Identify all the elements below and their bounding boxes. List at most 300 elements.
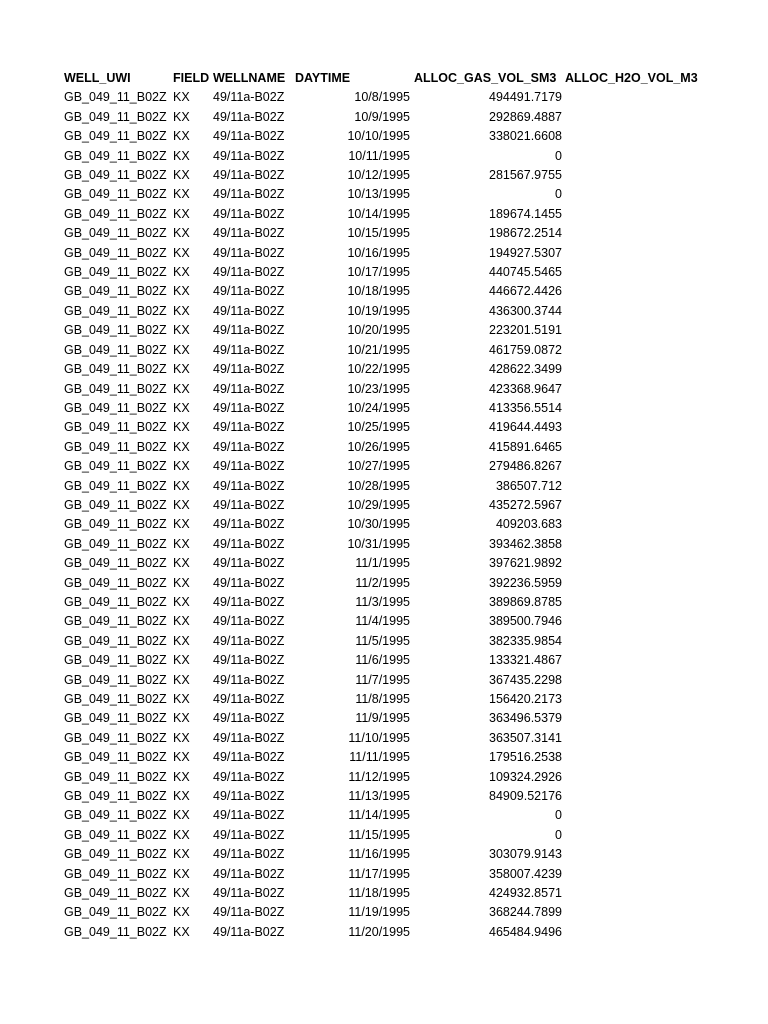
cell-well-uwi: GB_049_11_B02Z xyxy=(64,750,167,765)
cell-daytime: 11/6/1995 xyxy=(355,653,410,668)
cell-daytime: 10/24/1995 xyxy=(347,400,410,415)
cell-daytime: 10/29/1995 xyxy=(347,497,410,512)
cell-well-uwi: GB_049_11_B02Z xyxy=(64,400,167,415)
cell-daytime: 10/30/1995 xyxy=(347,517,410,532)
table-row xyxy=(64,884,705,903)
cell-field: KX xyxy=(173,672,190,687)
cell-alloc-h2o-vol xyxy=(562,923,705,942)
cell-alloc-gas-vol: 292869.4887 xyxy=(489,109,562,124)
cell-field: KX xyxy=(173,323,190,338)
cell-alloc-gas-vol: 368244.7899 xyxy=(489,905,562,920)
cell-alloc-h2o-vol xyxy=(562,360,705,379)
cell-well-uwi: GB_049_11_B02Z xyxy=(64,362,167,377)
cell-wellname: 49/11a-B02Z xyxy=(213,342,285,357)
table-row xyxy=(64,457,705,476)
cell-daytime: 11/17/1995 xyxy=(348,866,410,881)
cell-well-uwi: GB_049_11_B02Z xyxy=(64,556,167,571)
cell-wellname: 49/11a-B02Z xyxy=(213,808,285,823)
table-row xyxy=(64,321,705,340)
cell-well-uwi: GB_049_11_B02Z xyxy=(64,517,167,532)
cell-daytime: 11/5/1995 xyxy=(355,633,410,648)
cell-field: KX xyxy=(173,905,190,920)
table-row xyxy=(64,360,705,379)
table-row xyxy=(64,418,705,437)
cell-alloc-gas-vol: 392236.5959 xyxy=(489,575,562,590)
table-row xyxy=(64,768,705,787)
cell-alloc-h2o-vol xyxy=(562,748,705,767)
cell-alloc-h2o-vol xyxy=(562,147,705,166)
cell-well-uwi: GB_049_11_B02Z xyxy=(64,478,167,493)
cell-field: KX xyxy=(173,750,190,765)
table-row xyxy=(64,282,705,301)
cell-well-uwi: GB_049_11_B02Z xyxy=(64,265,167,280)
header-row xyxy=(64,69,705,88)
cell-alloc-gas-vol: 397621.9892 xyxy=(489,556,562,571)
cell-field: KX xyxy=(173,866,190,881)
cell-alloc-gas-vol: 389500.7946 xyxy=(489,614,562,629)
cell-daytime: 10/22/1995 xyxy=(347,362,410,377)
cell-alloc-gas-vol: 440745.5465 xyxy=(489,265,562,280)
cell-alloc-gas-vol: 494491.7179 xyxy=(489,90,562,105)
cell-alloc-gas-vol: 358007.4239 xyxy=(489,866,562,881)
cell-field: KX xyxy=(173,342,190,357)
cell-field: KX xyxy=(173,420,190,435)
table-row xyxy=(64,166,705,185)
cell-wellname: 49/11a-B02Z xyxy=(213,362,285,377)
cell-daytime: 10/17/1995 xyxy=(347,265,410,280)
cell-wellname: 49/11a-B02Z xyxy=(213,109,285,124)
cell-alloc-h2o-vol xyxy=(562,263,705,282)
table-row xyxy=(64,224,705,243)
cell-daytime: 11/16/1995 xyxy=(348,847,410,862)
cell-wellname: 49/11a-B02Z xyxy=(213,381,285,396)
table-row xyxy=(64,593,705,612)
cell-daytime: 11/2/1995 xyxy=(355,575,410,590)
cell-field: KX xyxy=(173,284,190,299)
cell-alloc-gas-vol: 363507.3141 xyxy=(489,730,562,745)
cell-field: KX xyxy=(173,789,190,804)
table-row xyxy=(64,903,705,922)
cell-field: KX xyxy=(173,362,190,377)
cell-wellname: 49/11a-B02Z xyxy=(213,653,285,668)
cell-field: KX xyxy=(173,730,190,745)
cell-well-uwi: GB_049_11_B02Z xyxy=(64,284,167,299)
cell-alloc-gas-vol: 393462.3858 xyxy=(489,536,562,551)
table-row xyxy=(64,515,705,534)
table-body xyxy=(64,88,705,942)
cell-well-uwi: GB_049_11_B02Z xyxy=(64,342,167,357)
cell-field: KX xyxy=(173,303,190,318)
cell-daytime: 11/12/1995 xyxy=(348,769,410,784)
cell-daytime: 10/28/1995 xyxy=(347,478,410,493)
spreadsheet xyxy=(64,69,705,942)
cell-alloc-gas-vol: 419644.4493 xyxy=(489,420,562,435)
cell-well-uwi: GB_049_11_B02Z xyxy=(64,614,167,629)
table-row xyxy=(64,302,705,321)
cell-well-uwi: GB_049_11_B02Z xyxy=(64,381,167,396)
cell-alloc-gas-vol: 279486.8267 xyxy=(489,459,562,474)
cell-daytime: 11/13/1995 xyxy=(348,789,410,804)
column-header-well-uwi: WELL_UWI xyxy=(64,71,131,85)
cell-alloc-h2o-vol xyxy=(562,651,705,670)
cell-alloc-gas-vol: 367435.2298 xyxy=(489,672,562,687)
cell-field: KX xyxy=(173,148,190,163)
column-header-alloc-gas-vol-sm3: ALLOC_GAS_VOL_SM3 xyxy=(414,71,557,85)
cell-alloc-h2o-vol xyxy=(562,632,705,651)
cell-wellname: 49/11a-B02Z xyxy=(213,129,285,144)
cell-well-uwi: GB_049_11_B02Z xyxy=(64,924,167,939)
table-row xyxy=(64,729,705,748)
cell-alloc-gas-vol: 303079.9143 xyxy=(489,847,562,862)
column-header-field: FIELD xyxy=(173,71,210,85)
cell-alloc-gas-vol: 409203.683 xyxy=(495,517,562,532)
table-row xyxy=(64,748,705,767)
cell-alloc-h2o-vol xyxy=(562,574,705,593)
cell-well-uwi: GB_049_11_B02Z xyxy=(64,536,167,551)
cell-field: KX xyxy=(173,924,190,939)
cell-alloc-h2o-vol xyxy=(562,438,705,457)
cell-wellname: 49/11a-B02Z xyxy=(213,594,285,609)
cell-well-uwi: GB_049_11_B02Z xyxy=(64,226,167,241)
cell-alloc-gas-vol: 428622.3499 xyxy=(489,362,562,377)
cell-wellname: 49/11a-B02Z xyxy=(213,866,285,881)
table-row xyxy=(64,535,705,554)
table-row xyxy=(64,826,705,845)
cell-alloc-h2o-vol xyxy=(562,729,705,748)
cell-alloc-h2o-vol xyxy=(562,806,705,825)
cell-well-uwi: GB_049_11_B02Z xyxy=(64,168,167,183)
cell-daytime: 10/19/1995 xyxy=(347,303,410,318)
cell-alloc-h2o-vol xyxy=(562,554,705,573)
cell-well-uwi: GB_049_11_B02Z xyxy=(64,730,167,745)
cell-well-uwi: GB_049_11_B02Z xyxy=(64,148,167,163)
cell-daytime: 10/13/1995 xyxy=(347,187,410,202)
cell-well-uwi: GB_049_11_B02Z xyxy=(64,303,167,318)
table-row xyxy=(64,806,705,825)
cell-field: KX xyxy=(173,808,190,823)
cell-daytime: 10/16/1995 xyxy=(347,245,410,260)
table-row xyxy=(64,923,705,942)
table-row xyxy=(64,574,705,593)
cell-alloc-gas-vol: 415891.6465 xyxy=(489,439,562,454)
cell-well-uwi: GB_049_11_B02Z xyxy=(64,633,167,648)
cell-alloc-h2o-vol xyxy=(562,903,705,922)
cell-alloc-gas-vol: 338021.6608 xyxy=(489,129,562,144)
table-row xyxy=(64,127,705,146)
cell-alloc-h2o-vol xyxy=(562,127,705,146)
cell-alloc-h2o-vol xyxy=(562,768,705,787)
cell-field: KX xyxy=(173,265,190,280)
cell-field: KX xyxy=(173,847,190,862)
cell-field: KX xyxy=(173,187,190,202)
cell-well-uwi: GB_049_11_B02Z xyxy=(64,594,167,609)
cell-wellname: 49/11a-B02Z xyxy=(213,265,285,280)
cell-field: KX xyxy=(173,769,190,784)
cell-field: KX xyxy=(173,109,190,124)
table-row xyxy=(64,787,705,806)
cell-daytime: 10/8/1995 xyxy=(354,90,410,105)
cell-field: KX xyxy=(173,614,190,629)
table-row xyxy=(64,865,705,884)
table-row xyxy=(64,671,705,690)
cell-alloc-h2o-vol xyxy=(562,185,705,204)
cell-well-uwi: GB_049_11_B02Z xyxy=(64,459,167,474)
cell-wellname: 49/11a-B02Z xyxy=(213,827,285,842)
cell-wellname: 49/11a-B02Z xyxy=(213,284,285,299)
table-row xyxy=(64,263,705,282)
cell-field: KX xyxy=(173,594,190,609)
cell-alloc-h2o-vol xyxy=(562,535,705,554)
column-header-wellname: WELLNAME xyxy=(213,71,286,85)
table-row xyxy=(64,88,705,107)
cell-alloc-h2o-vol xyxy=(562,205,705,224)
cell-alloc-gas-vol: 424932.8571 xyxy=(489,886,562,901)
cell-daytime: 11/3/1995 xyxy=(355,594,410,609)
cell-alloc-h2o-vol xyxy=(562,457,705,476)
cell-daytime: 11/11/1995 xyxy=(349,750,410,765)
cell-alloc-h2o-vol xyxy=(562,826,705,845)
cell-daytime: 10/10/1995 xyxy=(347,129,410,144)
table-row xyxy=(64,690,705,709)
data-table xyxy=(64,69,705,942)
cell-alloc-h2o-vol xyxy=(562,865,705,884)
cell-well-uwi: GB_049_11_B02Z xyxy=(64,439,167,454)
table-row xyxy=(64,341,705,360)
cell-wellname: 49/11a-B02Z xyxy=(213,400,285,415)
cell-well-uwi: GB_049_11_B02Z xyxy=(64,497,167,512)
table-row xyxy=(64,438,705,457)
cell-well-uwi: GB_049_11_B02Z xyxy=(64,827,167,842)
cell-wellname: 49/11a-B02Z xyxy=(213,497,285,512)
cell-alloc-gas-vol: 446672.4426 xyxy=(489,284,562,299)
cell-alloc-h2o-vol xyxy=(562,282,705,301)
cell-alloc-gas-vol: 156420.2173 xyxy=(489,692,562,706)
cell-alloc-h2o-vol xyxy=(562,166,705,185)
cell-field: KX xyxy=(173,711,190,726)
table-row xyxy=(64,496,705,515)
cell-wellname: 49/11a-B02Z xyxy=(213,323,285,338)
cell-alloc-gas-vol: 84909.52176 xyxy=(489,789,562,804)
cell-alloc-gas-vol: 0 xyxy=(555,187,562,202)
cell-alloc-gas-vol: 465484.9496 xyxy=(489,924,562,939)
table-row xyxy=(64,477,705,496)
cell-well-uwi: GB_049_11_B02Z xyxy=(64,886,167,901)
cell-well-uwi: GB_049_11_B02Z xyxy=(64,129,167,144)
cell-well-uwi: GB_049_11_B02Z xyxy=(64,90,167,105)
cell-well-uwi: GB_049_11_B02Z xyxy=(64,575,167,590)
cell-field: KX xyxy=(173,478,190,493)
cell-daytime: 11/1/1995 xyxy=(355,556,410,571)
cell-alloc-gas-vol: 198672.2514 xyxy=(489,226,562,241)
cell-daytime: 11/20/1995 xyxy=(348,924,410,939)
table-row xyxy=(64,632,705,651)
table-row xyxy=(64,108,705,127)
cell-alloc-gas-vol: 133321.4867 xyxy=(489,653,562,668)
cell-alloc-h2o-vol xyxy=(562,593,705,612)
cell-wellname: 49/11a-B02Z xyxy=(213,847,285,862)
cell-wellname: 49/11a-B02Z xyxy=(213,168,285,183)
cell-field: KX xyxy=(173,536,190,551)
cell-field: KX xyxy=(173,439,190,454)
cell-alloc-h2o-vol xyxy=(562,341,705,360)
cell-alloc-h2o-vol xyxy=(562,515,705,534)
cell-field: KX xyxy=(173,556,190,571)
cell-field: KX xyxy=(173,827,190,842)
cell-alloc-h2o-vol xyxy=(562,88,705,107)
cell-wellname: 49/11a-B02Z xyxy=(213,90,285,105)
cell-daytime: 10/12/1995 xyxy=(347,168,410,183)
cell-well-uwi: GB_049_11_B02Z xyxy=(64,866,167,881)
cell-wellname: 49/11a-B02Z xyxy=(213,226,285,241)
cell-well-uwi: GB_049_11_B02Z xyxy=(64,323,167,338)
cell-alloc-h2o-vol xyxy=(562,496,705,515)
cell-field: KX xyxy=(173,653,190,668)
cell-alloc-gas-vol: 423368.9647 xyxy=(489,381,562,396)
cell-daytime: 11/10/1995 xyxy=(348,730,410,745)
cell-well-uwi: GB_049_11_B02Z xyxy=(64,847,167,862)
cell-alloc-gas-vol: 189674.1455 xyxy=(489,206,562,221)
cell-alloc-h2o-vol xyxy=(562,709,705,728)
cell-daytime: 11/18/1995 xyxy=(348,886,410,901)
cell-alloc-h2o-vol xyxy=(562,399,705,418)
cell-daytime: 10/26/1995 xyxy=(347,439,410,454)
cell-field: KX xyxy=(173,692,190,706)
cell-field: KX xyxy=(173,168,190,183)
cell-wellname: 49/11a-B02Z xyxy=(213,303,285,318)
cell-well-uwi: GB_049_11_B02Z xyxy=(64,672,167,687)
cell-wellname: 49/11a-B02Z xyxy=(213,711,285,726)
cell-field: KX xyxy=(173,226,190,241)
cell-alloc-gas-vol: 179516.2538 xyxy=(489,750,562,765)
cell-alloc-h2o-vol xyxy=(562,787,705,806)
cell-alloc-h2o-vol xyxy=(562,884,705,903)
cell-alloc-h2o-vol xyxy=(562,108,705,127)
cell-wellname: 49/11a-B02Z xyxy=(213,575,285,590)
cell-field: KX xyxy=(173,575,190,590)
cell-alloc-h2o-vol xyxy=(562,244,705,263)
cell-field: KX xyxy=(173,400,190,415)
cell-daytime: 10/9/1995 xyxy=(354,109,410,124)
cell-alloc-gas-vol: 382335.9854 xyxy=(489,633,562,648)
cell-alloc-h2o-vol xyxy=(562,302,705,321)
cell-wellname: 49/11a-B02Z xyxy=(213,730,285,745)
cell-daytime: 10/25/1995 xyxy=(347,420,410,435)
table-row xyxy=(64,612,705,631)
cell-daytime: 11/19/1995 xyxy=(348,905,410,920)
cell-alloc-gas-vol: 436300.3744 xyxy=(489,303,562,318)
cell-wellname: 49/11a-B02Z xyxy=(213,536,285,551)
cell-daytime: 10/23/1995 xyxy=(347,381,410,396)
cell-well-uwi: GB_049_11_B02Z xyxy=(64,653,167,668)
cell-well-uwi: GB_049_11_B02Z xyxy=(64,808,167,823)
cell-alloc-h2o-vol xyxy=(562,418,705,437)
cell-daytime: 11/14/1995 xyxy=(348,808,410,823)
table-row xyxy=(64,399,705,418)
cell-alloc-gas-vol: 389869.8785 xyxy=(489,594,562,609)
cell-daytime: 10/20/1995 xyxy=(347,323,410,338)
cell-daytime: 10/21/1995 xyxy=(347,342,410,357)
cell-alloc-h2o-vol xyxy=(562,612,705,631)
cell-field: KX xyxy=(173,245,190,260)
cell-alloc-gas-vol: 194927.5307 xyxy=(489,245,562,260)
cell-alloc-h2o-vol xyxy=(562,690,705,709)
cell-alloc-gas-vol: 223201.5191 xyxy=(489,323,562,338)
cell-wellname: 49/11a-B02Z xyxy=(213,517,285,532)
cell-wellname: 49/11a-B02Z xyxy=(213,789,285,804)
cell-daytime: 10/11/1995 xyxy=(348,148,410,163)
cell-field: KX xyxy=(173,886,190,901)
cell-field: KX xyxy=(173,381,190,396)
cell-alloc-h2o-vol xyxy=(562,380,705,399)
cell-well-uwi: GB_049_11_B02Z xyxy=(64,711,167,726)
column-header-alloc-h2o-vol-m3: ALLOC_H2O_VOL_M3 xyxy=(565,71,698,85)
cell-field: KX xyxy=(173,459,190,474)
cell-field: KX xyxy=(173,206,190,221)
cell-alloc-gas-vol: 386507.712 xyxy=(495,478,562,493)
cell-daytime: 11/7/1995 xyxy=(355,672,410,687)
cell-field: KX xyxy=(173,517,190,532)
cell-well-uwi: GB_049_11_B02Z xyxy=(64,420,167,435)
table-row xyxy=(64,185,705,204)
cell-wellname: 49/11a-B02Z xyxy=(213,556,285,571)
cell-daytime: 10/15/1995 xyxy=(347,226,410,241)
table-row xyxy=(64,147,705,166)
cell-alloc-h2o-vol xyxy=(562,671,705,690)
cell-daytime: 10/18/1995 xyxy=(347,284,410,299)
cell-daytime: 11/8/1995 xyxy=(355,692,410,706)
cell-field: KX xyxy=(173,497,190,512)
table-row xyxy=(64,651,705,670)
table-row xyxy=(64,554,705,573)
cell-wellname: 49/11a-B02Z xyxy=(213,633,285,648)
cell-alloc-gas-vol: 281567.9755 xyxy=(489,168,562,183)
cell-wellname: 49/11a-B02Z xyxy=(213,148,285,163)
cell-alloc-gas-vol: 435272.5967 xyxy=(489,497,562,512)
cell-alloc-gas-vol: 0 xyxy=(555,827,562,842)
cell-alloc-h2o-vol xyxy=(562,845,705,864)
cell-field: KX xyxy=(173,633,190,648)
cell-wellname: 49/11a-B02Z xyxy=(213,459,285,474)
cell-daytime: 10/14/1995 xyxy=(347,206,410,221)
cell-alloc-gas-vol: 363496.5379 xyxy=(489,711,562,726)
cell-well-uwi: GB_049_11_B02Z xyxy=(64,109,167,124)
cell-wellname: 49/11a-B02Z xyxy=(213,614,285,629)
cell-wellname: 49/11a-B02Z xyxy=(213,206,285,221)
cell-well-uwi: GB_049_11_B02Z xyxy=(64,692,167,706)
cell-wellname: 49/11a-B02Z xyxy=(213,905,285,920)
cell-daytime: 11/15/1995 xyxy=(348,827,410,842)
cell-wellname: 49/11a-B02Z xyxy=(213,886,285,901)
cell-wellname: 49/11a-B02Z xyxy=(213,750,285,765)
cell-wellname: 49/11a-B02Z xyxy=(213,692,285,706)
cell-field: KX xyxy=(173,129,190,144)
cell-alloc-h2o-vol xyxy=(562,321,705,340)
cell-alloc-gas-vol: 413356.5514 xyxy=(489,400,562,415)
cell-wellname: 49/11a-B02Z xyxy=(213,769,285,784)
cell-field: KX xyxy=(173,90,190,105)
table-row xyxy=(64,709,705,728)
cell-wellname: 49/11a-B02Z xyxy=(213,420,285,435)
cell-daytime: 10/27/1995 xyxy=(347,459,410,474)
cell-wellname: 49/11a-B02Z xyxy=(213,187,285,202)
cell-wellname: 49/11a-B02Z xyxy=(213,672,285,687)
cell-alloc-gas-vol: 109324.2926 xyxy=(489,769,562,784)
cell-well-uwi: GB_049_11_B02Z xyxy=(64,789,167,804)
cell-well-uwi: GB_049_11_B02Z xyxy=(64,905,167,920)
cell-wellname: 49/11a-B02Z xyxy=(213,245,285,260)
cell-wellname: 49/11a-B02Z xyxy=(213,439,285,454)
table-row xyxy=(64,845,705,864)
